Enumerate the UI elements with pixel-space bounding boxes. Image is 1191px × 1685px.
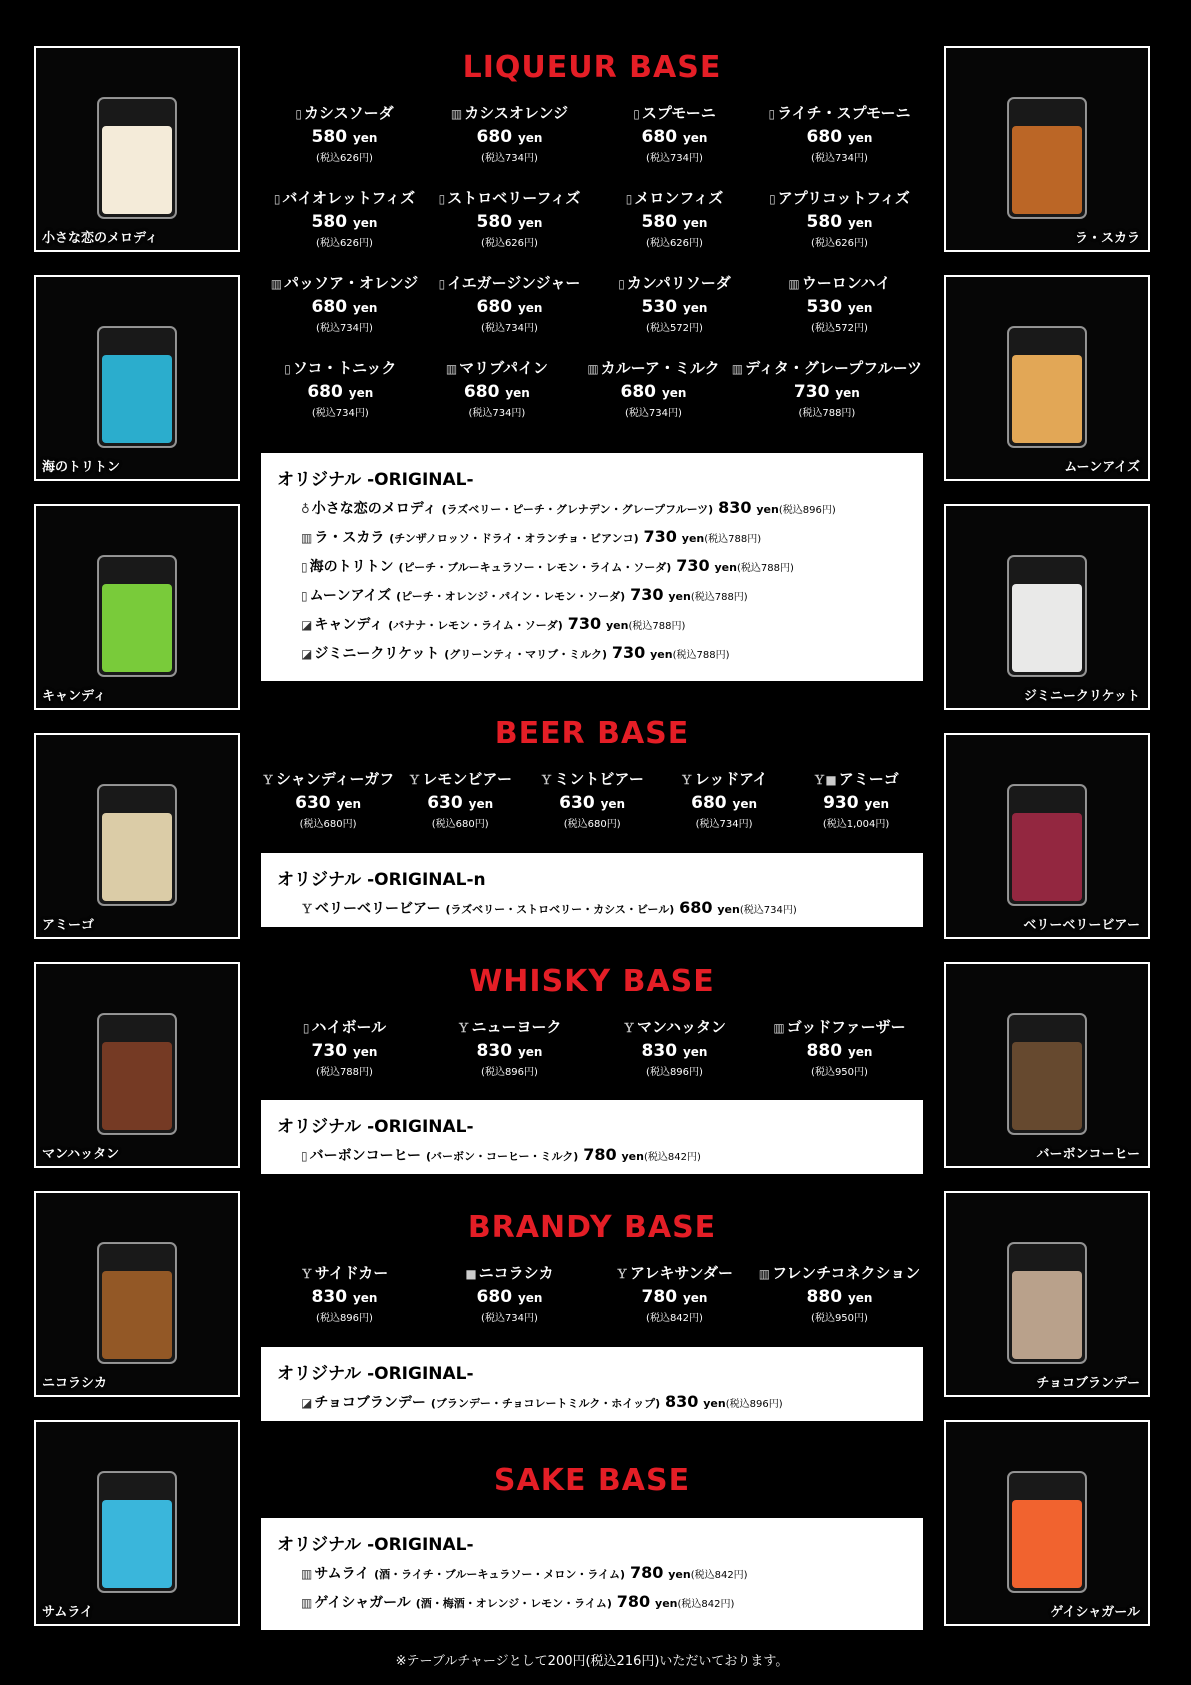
- photo-caption: ラ・スカラ: [1074, 231, 1140, 246]
- menu-item: Ｙ レモンビアー 630 yen (税込680円): [408, 770, 512, 830]
- cocktail-glass-icon: Ｙ: [623, 1021, 636, 1035]
- whisky-row: [262, 1016, 922, 1078]
- liqueur-row-3: [262, 272, 922, 334]
- photo-caption: ジミニークリケット: [1023, 689, 1140, 704]
- glass-icon: ▥: [301, 1596, 313, 1610]
- glass-shape: [1008, 556, 1086, 676]
- menu-item: ▥ ゴッドファーザー 880 yen (税込950円): [773, 1018, 906, 1078]
- glass-icon: ▯: [618, 277, 625, 291]
- glass-shape: [98, 327, 176, 447]
- beer-glass-icon: Ｙ: [262, 773, 275, 787]
- menu-item: Ｙ サイドカー 830 yen (税込896円): [300, 1264, 389, 1324]
- cocktail-glass-icon: Ｙ: [615, 1267, 628, 1281]
- menu-item: Ｙ ミントビアー 630 yen (税込680円): [540, 770, 644, 830]
- menu-item: Ｙ シャンディーガフ 630 yen (税込680円): [262, 770, 395, 830]
- photo-caption: ベリーベリービアー: [1023, 918, 1140, 933]
- original-heading: オリジナル -ORIGINAL-: [277, 1364, 474, 1384]
- photo-jiminy-cricket: [944, 504, 1150, 710]
- photo-geisha-girl: [944, 1420, 1150, 1626]
- menu-item: ▯ メロンフィズ 580 yen (税込626円): [625, 189, 724, 249]
- beer-glass-icon: Ｙ: [408, 773, 421, 787]
- original-heading: オリジナル -ORIGINAL-: [277, 470, 474, 490]
- photo-nikolaschka: [34, 1191, 240, 1397]
- drink-illustration: [946, 1422, 1148, 1624]
- photo-caption: サムライ: [42, 1605, 93, 1620]
- drink-illustration: [36, 506, 238, 708]
- glass-icon: ▯: [438, 277, 446, 291]
- glass-shape: [1008, 1472, 1086, 1592]
- whisky-original-box: [261, 1100, 923, 1174]
- glass-icon: ◪: [301, 647, 313, 661]
- original-item: ▥ ゲイシャガール (酒・梅酒・オレンジ・レモン・ライム) 780 yen(税込842円): [301, 1592, 735, 1611]
- glass-icon: ◪: [301, 618, 313, 632]
- menu-item: ▥ マリブパイン 680 yen (税込734円): [445, 359, 548, 419]
- photo-caption: マンハッタン: [42, 1147, 120, 1162]
- original-item: ◪ キャンディ (バナナ・レモン・ライム・ソーダ) 730 yen(税込788円): [301, 614, 686, 633]
- glass-shape: [1008, 785, 1086, 905]
- original-heading: オリジナル -ORIGINAL-n: [277, 870, 486, 890]
- photo-samurai: [34, 1420, 240, 1626]
- photo-caption: 海のトリトン: [42, 460, 121, 475]
- menu-item: ▯ ライチ・スプモーニ 680 yen (税込734円): [768, 104, 911, 164]
- glass-icon: ▯: [302, 1021, 310, 1035]
- liqueur-original-box: [261, 453, 923, 681]
- glass-icon: ▯: [768, 107, 776, 121]
- original-item: ▯ ムーンアイズ (ピーチ・オレンジ・パイン・レモン・ソーダ) 730 yen(税込788円): [301, 585, 748, 604]
- menu-item: ▯ バイオレットフィズ 580 yen (税込626円): [273, 189, 416, 249]
- photo-la-scala: [944, 46, 1150, 252]
- glass-icon: ▯: [301, 589, 308, 603]
- original-item: ▥ サムライ (酒・ライチ・ブルーキュラソー・メロン・ライム) 780 yen(税込842円): [301, 1563, 748, 1582]
- glass-icon: ◪: [301, 1396, 313, 1410]
- glass-icon: ▥: [301, 1567, 313, 1581]
- menu-item: ▥ カルーア・ミルク 680 yen (税込734円): [587, 359, 720, 419]
- original-item: ▯ バーボンコーヒー (バーボン・コーヒー・ミルク) 780 yen(税込842円): [301, 1145, 701, 1164]
- drink-illustration: [36, 1193, 238, 1395]
- photo-berry-berry-beer: [944, 733, 1150, 939]
- menu-item: ▯ イエガージンジャー 680 yen (税込734円): [438, 274, 581, 334]
- drink-illustration: [946, 735, 1148, 937]
- glass-shape: [1008, 98, 1086, 218]
- glass-icon: ▯: [301, 1149, 308, 1163]
- menu-item: Ｙ マンハッタン 830 yen (税込896円): [623, 1018, 726, 1078]
- original-item: ◪ チョコブランデー (ブランデー・チョコレートミルク・ホイップ) 830 yen(税込896円): [301, 1392, 783, 1411]
- beer-row: [262, 768, 922, 830]
- menu-item: Ｙ アレキサンダー 780 yen (税込842円): [615, 1264, 734, 1324]
- glass-icon: ▯: [633, 107, 640, 121]
- glass-icon: ▥: [587, 362, 599, 376]
- menu-item: ■ ニコラシカ 680 yen (税込734円): [465, 1264, 554, 1324]
- photo-caption: ニコラシカ: [42, 1376, 108, 1391]
- section-title-brandy: BRANDY BASE: [467, 1210, 717, 1245]
- glass-shape: [1008, 1243, 1086, 1363]
- drink-illustration: [36, 964, 238, 1166]
- menu-item: ▯ スプモーニ 680 yen (税込734円): [633, 104, 716, 164]
- menu-item: ▥ カシスオレンジ 680 yen (税込734円): [450, 104, 569, 164]
- glass-shape: [1008, 1014, 1086, 1134]
- liqueur-row-1: [262, 102, 922, 164]
- glass-icon: ▯: [273, 192, 281, 206]
- beer-glass-icon: Ｙ■: [813, 773, 837, 787]
- photo-caption: アミーゴ: [42, 918, 95, 933]
- glass-icon: ▯: [625, 192, 633, 206]
- photo-manhattan: [34, 962, 240, 1168]
- beer-original-box: [261, 853, 923, 927]
- menu-item: Ｙ ニューヨーク 830 yen (税込896円): [457, 1018, 562, 1078]
- original-item: ▯ 海のトリトン (ピーチ・ブルーキュラソー・レモン・ライム・ソーダ) 730 yen(税込788円): [301, 556, 794, 575]
- glass-icon: ▯: [769, 192, 776, 206]
- brandy-row: [262, 1262, 922, 1324]
- menu-item: ▥ ウーロンハイ 530 yen (税込572円): [788, 274, 891, 334]
- menu-item: ▯ アプリコットフィズ 580 yen (税込626円): [769, 189, 910, 249]
- original-item: ▥ ラ・スカラ (チンザノロッソ・ドライ・オランチョ・ビアンコ) 730 yen(税込788円): [301, 527, 762, 546]
- glass-shape: [98, 785, 176, 905]
- brandy-original-box: [261, 1347, 923, 1421]
- shot-glass-icon: ■: [465, 1267, 477, 1281]
- drink-illustration: [946, 964, 1148, 1166]
- menu-item: ▯ カンパリソーダ 530 yen (税込572円): [618, 274, 731, 334]
- glass-icon: ▥: [788, 277, 800, 291]
- glass-icon: ▥: [450, 107, 463, 121]
- menu-item: ▥ フレンチコネクション 880 yen (税込950円): [758, 1264, 921, 1324]
- glass-shape: [98, 98, 176, 218]
- menu-item: ▯ ストロベリーフィズ 580 yen (税込626円): [438, 189, 581, 249]
- menu-item: Ｙ■ アミーゴ 930 yen (税込1,004円): [813, 770, 899, 830]
- glass-icon: ▯: [438, 192, 446, 206]
- section-title-sake: SAKE BASE: [493, 1463, 691, 1498]
- original-item: Ｙ ベリーベリービアー (ラズベリー・ストロベリー・カシス・ビール) 680 yen(税込734円): [301, 898, 797, 917]
- menu-item: ▯ カシスソーダ 580 yen (税込626円): [295, 104, 394, 164]
- photo-candy: [34, 504, 240, 710]
- photo-caption: ムーンアイズ: [1064, 460, 1140, 475]
- drink-illustration: [946, 277, 1148, 479]
- menu-item: ▯ ハイボール 730 yen (税込788円): [302, 1018, 387, 1078]
- glass-icon: ▥: [301, 531, 313, 545]
- glass-icon: ♁: [301, 502, 310, 516]
- glass-shape: [98, 1472, 176, 1592]
- glass-icon: ▥: [731, 362, 744, 376]
- menu-item: Ｙ レッドアイ 680 yen (税込734円): [680, 770, 768, 830]
- beer-glass-icon: Ｙ: [301, 902, 314, 916]
- glass-shape: [98, 1243, 176, 1363]
- drink-illustration: [36, 1422, 238, 1624]
- glass-icon: ▯: [301, 560, 308, 574]
- glass-icon: ▯: [284, 362, 291, 376]
- photo-caption: バーボンコーヒー: [1036, 1147, 1140, 1162]
- photo-moon-eyes: [944, 275, 1150, 481]
- original-item: ◪ ジミニークリケット (グリーンティ・マリブ・ミルク) 730 yen(税込788円): [301, 643, 730, 662]
- photo-caption: チョコブランデー: [1036, 1376, 1140, 1391]
- photo-umi-no-triton: [34, 275, 240, 481]
- sake-original-box: [261, 1518, 923, 1630]
- menu-item: ▯ ソコ・トニック 680 yen (税込734円): [284, 359, 397, 419]
- glass-icon: ▥: [773, 1021, 785, 1035]
- photo-chiisana-koi-no-melody: [34, 46, 240, 252]
- glass-shape: [98, 1014, 176, 1134]
- photo-choco-brandy: [944, 1191, 1150, 1397]
- glass-icon: ▥: [445, 362, 458, 376]
- liqueur-row-2: [262, 187, 922, 249]
- original-item: ♁ 小さな恋のメロディ (ラズベリー・ピーチ・グレナデン・グレープフルーツ) 830 yen(税込896円): [301, 498, 836, 517]
- photo-caption: 小さな恋のメロディ: [42, 231, 158, 246]
- beer-glass-icon: Ｙ: [540, 773, 553, 787]
- drink-illustration: [36, 277, 238, 479]
- glass-shape: [1008, 327, 1086, 447]
- glass-shape: [98, 556, 176, 676]
- drink-illustration: [36, 735, 238, 937]
- menu-item: ▥ ディタ・グレープフルーツ 730 yen (税込788円): [731, 359, 922, 419]
- table-charge-note: ※テーブルチャージとして200円(税込216円)いただいております。: [395, 1654, 789, 1669]
- beer-glass-icon: Ｙ: [680, 773, 693, 787]
- glass-icon: ▥: [758, 1267, 771, 1281]
- menu-item: ▥ パッソア・オレンジ 680 yen (税込734円): [270, 274, 419, 334]
- drink-illustration: [36, 48, 238, 250]
- original-heading: オリジナル -ORIGINAL-: [277, 1117, 474, 1137]
- cocktail-glass-icon: Ｙ: [457, 1021, 470, 1035]
- original-heading: オリジナル -ORIGINAL-: [277, 1535, 474, 1555]
- photo-bourbon-coffee: [944, 962, 1150, 1168]
- photo-amigo: [34, 733, 240, 939]
- section-title-beer: BEER BASE: [494, 716, 690, 751]
- glass-icon: ▯: [295, 107, 303, 121]
- liqueur-row-4: [262, 357, 922, 419]
- photo-caption: キャンディ: [42, 689, 106, 704]
- cocktail-glass-icon: Ｙ: [300, 1267, 313, 1281]
- drink-illustration: [946, 506, 1148, 708]
- section-title-whisky: WHISKY BASE: [469, 964, 715, 999]
- drink-illustration: [946, 48, 1148, 250]
- drink-illustration: [946, 1193, 1148, 1395]
- section-title-liqueur: LIQUEUR BASE: [462, 50, 722, 85]
- glass-icon: ▥: [270, 277, 283, 291]
- photo-caption: ゲイシャガール: [1050, 1605, 1140, 1620]
